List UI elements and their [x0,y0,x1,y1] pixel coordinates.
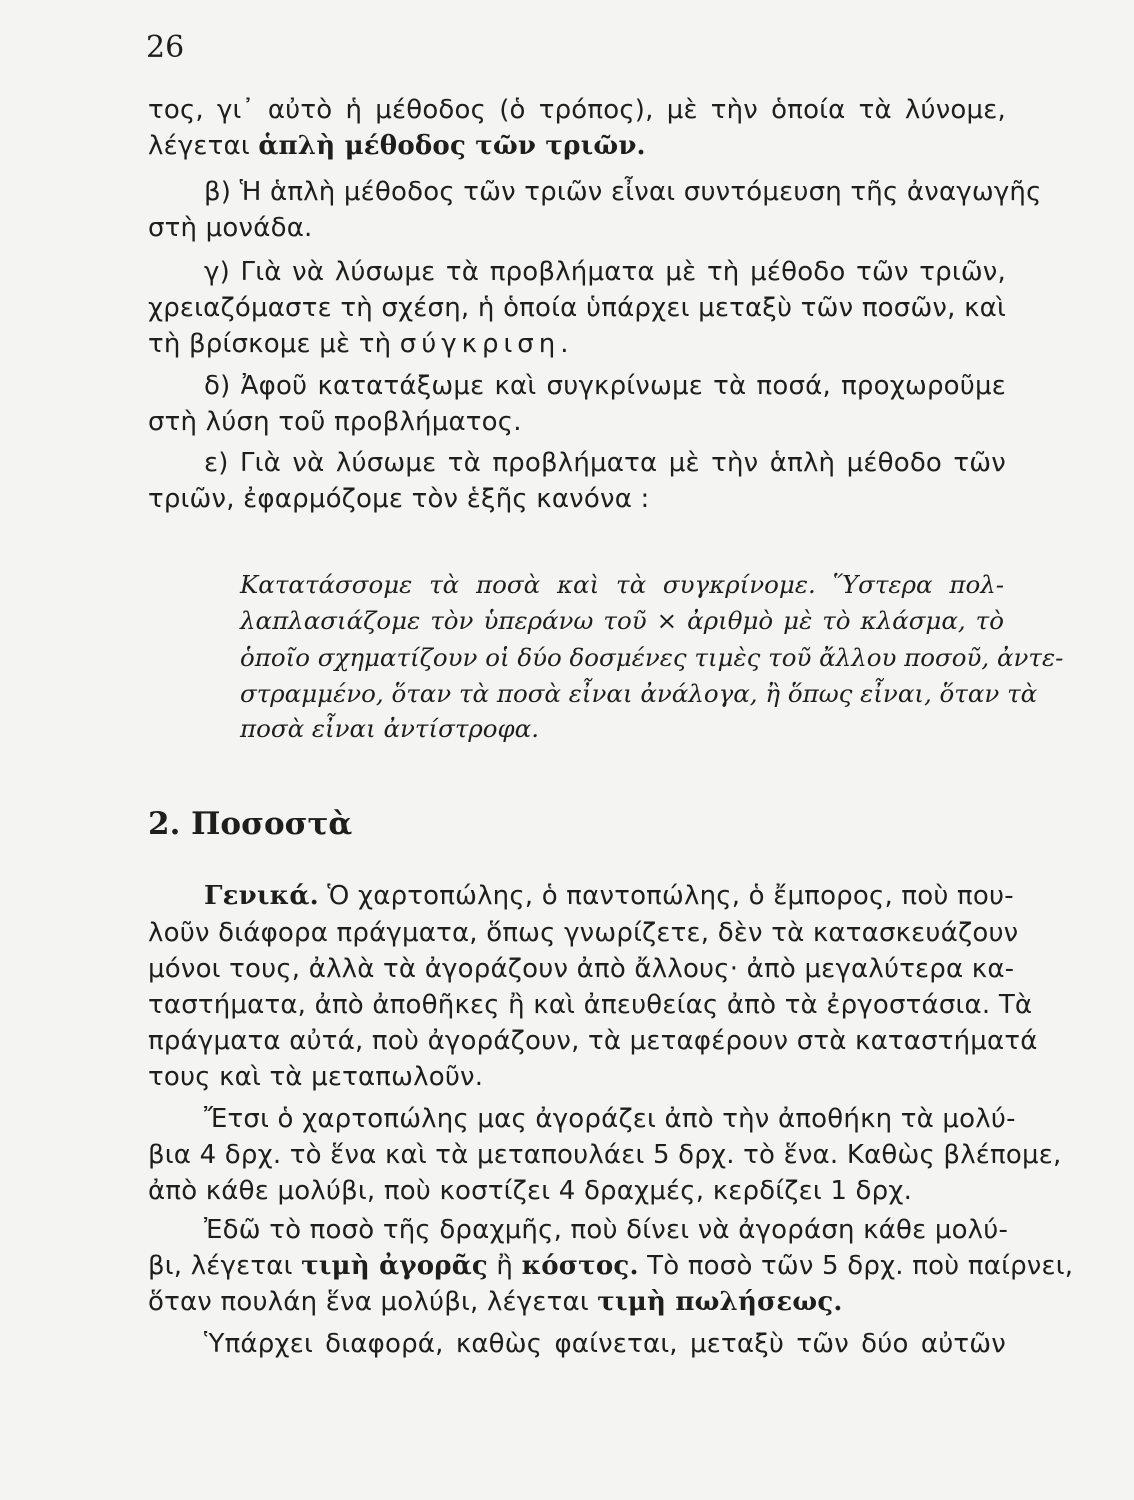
term-sale-price: τιμὴ πωλήσεως. [597,1287,843,1317]
term-comparison: σύγκριση. [399,329,574,359]
text-line: γ) Γιὰ νὰ λύσωμε τὰ προβλήματα μὲ τὴ μέθοδο τῶν τριῶν, [204,257,1006,287]
text-line: λοῦν διάφορα πράγματα, ὅπως γνωρίζετε, δὲν τὰ κατασκευάζουν [148,918,1019,948]
text-line: χρειαζόμαστε τὴ σχέση, ἡ ὁποία ὑπάρχει μεταξὺ τῶν ποσῶν, καὶ [148,293,1006,323]
rule-line: ποσὰ εἶναι ἀντίστροφα. [240,714,540,743]
text-line: Ἔτσι ὁ χαρτοπώλης μας ἀγοράζει ἀπὸ τὴν ἀποθήκη τὰ μολύ- [204,1104,1016,1134]
text-line: ταστήματα, ἀπὸ ἀποθῆκες ἢ καὶ ἀπευθείας ἀπὸ τὰ ἐργοστάσια. Τὰ [148,990,1033,1020]
text-span: λέγεται [148,131,259,161]
text-span: Τὸ ποσὸ τῶν 5 δρχ. ποὺ παίρνει, [638,1251,1074,1281]
rule-line: Κατατάσσομε τὰ ποσὰ καὶ τὰ συγκρίνομε. Ὕστερα πολ- [240,570,1004,599]
text-line: τος, γι᾽ αὐτὸ ἡ μέθοδος (ὁ τρόπος), μὲ τὴν ὁποία τὰ λύνομε, [148,95,1006,125]
text-span: ὅταν πουλάη ἕνα μολύβι, λέγεται [148,1287,598,1317]
term-purchase-price: τιμὴ ἀγορᾶς [301,1251,488,1281]
text-line [204,879,1014,913]
section-heading: 2. Ποσοστὰ [148,806,353,842]
text-line [148,129,1006,163]
text-span: ἢ [487,1251,522,1281]
term-cost: κόστος. [521,1251,639,1281]
rule-line: στραμμένο, ὅταν τὰ ποσὰ εἶναι ἀνάλογα, ἢ ὅπως εἶναι, ὅταν τὰ [240,679,1038,708]
text-line: μόνοι τους, ἀλλὰ τὰ ἀγοράζουν ἀπὸ ἄλλους· ἀπὸ μεγαλύτερα κα- [148,954,1015,984]
text-line: τους καὶ τὰ μεταπωλοῦν. [148,1062,484,1092]
text-line: πράγματα αὐτά, ποὺ ἀγοράζουν, τὰ μεταφέρουν στὰ καταστήματά [148,1026,1038,1056]
text-line [148,1249,1074,1283]
text-span: τὴ βρίσκομε μὲ τὴ [148,329,400,359]
text-line: δ) Ἀφοῦ κατατάξωμε καὶ συγκρίνωμε τὰ ποσά, προχωροῦμε [204,371,1006,401]
text-line: στὴ μονάδα. [148,213,313,243]
text-line: βια 4 δρχ. τὸ ἕνα καὶ τὰ μεταπουλάει 5 δρχ. τὸ ἕνα. Καθὼς βλέπομε, [148,1140,1062,1170]
text-line: ε) Γιὰ νὰ λύσωμε τὰ προβλήματα μὲ τὴν ἁπλὴ μέθοδο τῶν [204,448,1006,478]
lead-word: Γενικά. [204,881,319,911]
text-line: β) Ἡ ἁπλὴ μέθοδος τῶν τριῶν εἶναι συντόμευση τῆς ἀναγωγῆς [204,177,1042,207]
term-simple-method: ἁπλὴ μέθοδος τῶν τριῶν. [258,131,646,161]
text-span: βι, λέγεται [148,1251,302,1281]
text-line: στὴ λύση τοῦ προβλήματος. [148,407,522,437]
page-number: 26 [146,30,185,65]
text-line [148,1285,1006,1319]
text-line: ἀπὸ κάθε μολύβι, ποὺ κοστίζει 4 δραχμές, κερδίζει 1 δρχ. [148,1176,913,1206]
text-line: Ὑπάρχει διαφορά, καθὼς φαίνεται, μεταξὺ τῶν δύο αὐτῶν [204,1329,1006,1359]
text-span: Ὁ χαρτοπώλης, ὁ παντοπώλης, ὁ ἔμπορος, ποὺ που- [318,881,1014,911]
rule-line: ὁποῖο σχηματίζουν οἱ δύο δοσμένες τιμὲς τοῦ ἄλλου ποσοῦ, ἀντε- [240,643,1064,672]
text-line [148,327,1006,361]
text-line: Ἐδῶ τὸ ποσὸ τῆς δραχμῆς, ποὺ δίνει νὰ ἀγοράση κάθε μολύ- [204,1215,1009,1245]
rule-line: λαπλασιάζομε τὸν ὑπεράνω τοῦ × ἀριθμὸ μὲ τὸ κλάσμα, τὸ [240,606,1004,635]
text-line: τριῶν, ἐφαρμόζομε τὸν ἑξῆς κανόνα : [148,484,650,514]
